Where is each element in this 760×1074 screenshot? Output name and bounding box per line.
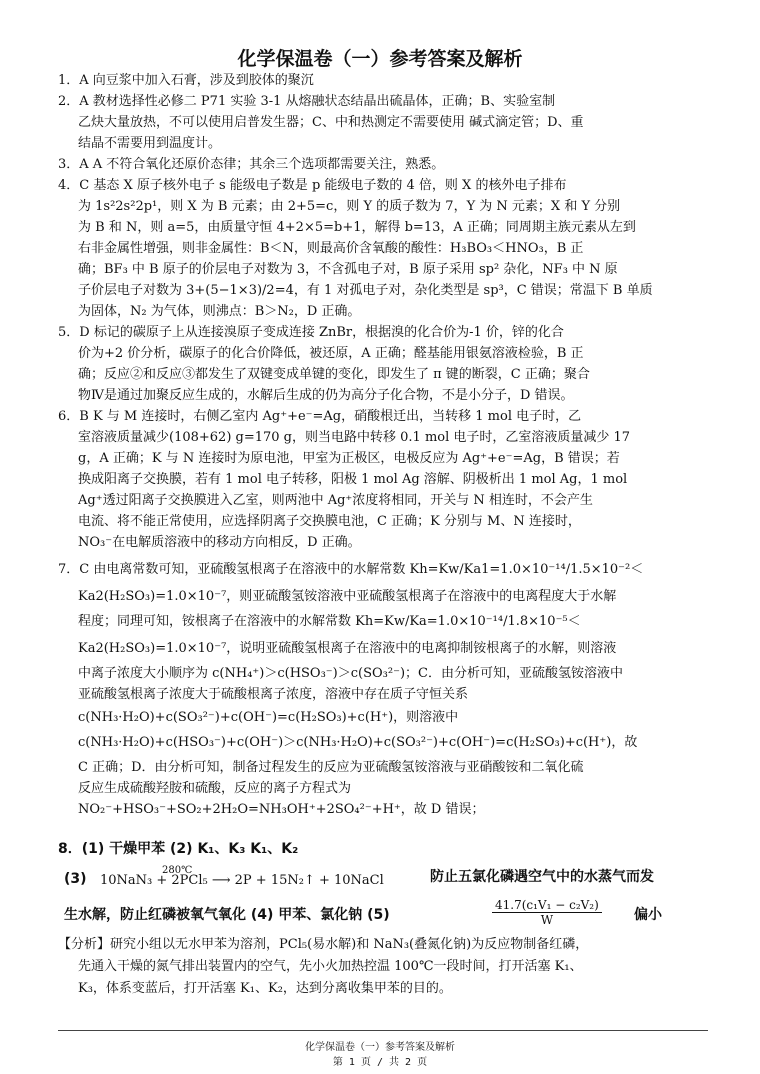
answer-line: 电流、将不能正常使用，应选择阴离子交换膜电池，C 正确；K 分别与 M、N 连接时， — [78, 514, 581, 529]
answer-line: 2．A 教材选择性必修二 P71 实验 3-1 从熔融状态结晶出硫晶体，正确；B、实验室制 — [58, 94, 556, 109]
analysis-line: K₃，体系变蓝后，打开活塞 K₁、K₂，达到分离收集甲苯的目的。 — [78, 981, 452, 996]
reaction-condition: 280℃ — [162, 865, 193, 876]
answer-line: 乙炔大量放热，不可以使用启普发生器；C、中和热测定不需要使用 碱式滴定管；D、重 — [78, 115, 584, 130]
answer-line: 子价层电子对数为 3+(5−1×3)/2=4，有 1 对孤电子对，杂化类型是 sp³，C 错误；常温下 B 单质 — [78, 283, 653, 298]
answer-line: 6．B K 与 M 连接时，右侧乙室内 Ag⁺+e⁻=Ag，硝酸根迁出，当转移 1 mol 电子时，乙 — [58, 409, 582, 424]
yield-fraction — [492, 898, 602, 927]
answer-line: NO₃⁻在电解质溶液中的移动方向相反，D 正确。 — [78, 535, 361, 550]
answer-line: NO₂⁻+HSO₃⁻+SO₂+2H₂O=NH₃OH⁺+2SO₄²⁻+H⁺，故 D 错误； — [78, 802, 485, 817]
footer-title: 化学保温卷（一）参考答案及解析 — [305, 1042, 455, 1053]
answer-line: 换成阳离子交换膜，若有 1 mol 电子转移，阳极 1 mol Ag 溶解、阴极析出 1 mol Ag，1 mol — [78, 472, 628, 487]
answer-line: 为 1s²2s²2p¹，则 X 为 B 元素；由 2+5=c，则 Y 的质子数为 7，Y 为 N 元素；X 和 Y 分别 — [78, 199, 621, 214]
q8-row3-text: 生水解，防止红磷被氧气氧化 (4) 甲苯、氯化钠 (5) — [64, 907, 390, 923]
answer-line: 物Ⅳ是通过加聚反应生成的，水解后生成的仍为高分子化合物，不是小分子，D 错误。 — [78, 388, 574, 403]
answer-line: Ka2(H₂SO₃)=1.0×10⁻⁷，说明亚硫酸氢根离子在溶液中的电离抑制铵根离子的水解，则溶液 — [78, 641, 617, 656]
answer-line: g，A 正确；K 与 N 连接时为原电池，甲室为正极区，电极反应为 Ag⁺+e⁻=Ag，B 错误；若 — [78, 451, 620, 466]
reaction-equation: 10NaN₃ + 2PCl₅ ⟶ 2P + 15N₂↑ + 10NaCl — [100, 873, 384, 888]
yield-denominator: W — [540, 913, 554, 927]
answer-line: 室溶液质量减少(108+62) g=170 g，则当电路中转移 0.1 mol 电子时，乙室溶液质量减少 17 — [78, 430, 631, 445]
answer-line: 7．C 由电离常数可知，亚硫酸氢根离子在溶液中的水解常数 Kh=Kw/Ka1=1.0×10⁻¹⁴/1.5×10⁻²＜ — [58, 562, 644, 577]
page-title: 化学保温卷（一）参考答案及解析 — [237, 48, 523, 70]
answer-line: 程度；同理可知，铵根离子在溶液中的水解常数 Kh=Kw/Ka=1.0×10⁻¹⁴/1.8×10⁻⁵＜ — [78, 614, 581, 629]
answer-line: C 正确；D．由分析可知，制备过程发生的反应为亚硫酸氢铵溶液与亚硝酸铵和二氧化硫 — [78, 760, 584, 775]
answer-line: 中离子浓度大小顺序为 c(NH₄⁺)＞c(HSO₃⁻)＞c(SO₃²⁻)；C．由分析可知，亚硫酸氢铵溶液中 — [78, 666, 623, 681]
analysis-line: 【分析】研究小组以无水甲苯为溶剂，PCl₅(易水解)和 NaN₃(叠氮化钠)为反应物制备红磷， — [58, 937, 589, 952]
answer-line: 5．D 标记的碳原子上从连接溴原子变成连接 ZnBr，根据溴的化合价为-1 价，锌的化合 — [58, 325, 564, 340]
analysis-line: 先通入干燥的氮气排出装置内的空气，先小火加热控温 100℃一段时间，打开活塞 K₁、 — [78, 959, 583, 974]
answer-line: Ag⁺透过阳离子交换膜进入乙室，则两池中 Ag⁺浓度将相同，开关与 N 相连时，不会产生 — [78, 493, 593, 508]
q8-row1: 8．(1) 干燥甲苯 (2) K₁、K₃ K₁、K₂ — [58, 841, 299, 857]
answer-line: 右非金属性增强，则非金属性：B＜N，则最高价含氧酸的酸性：H₃BO₃＜HNO₃，B 正 — [78, 241, 584, 256]
footer-divider — [58, 1030, 708, 1031]
answer-line: c(NH₃·H₂O)+c(SO₃²⁻)+c(OH⁻)=c(H₂SO₃)+c(H⁺)，则溶液中 — [78, 710, 459, 725]
answer-line: 反应生成硫酸羟胺和硫酸，反应的离子方程式为 — [78, 781, 352, 796]
yield-numerator: 41.7(c₁V₁ − c₂V₂) — [492, 898, 602, 913]
q8-part3-label: (3) — [64, 871, 87, 887]
answer-line: 价为+2 价分析，碳原子的化合价降低，被还原，A 正确；醛基能用银氨溶液检验，B 正 — [78, 346, 584, 361]
answer-line: Ka2(H₂SO₃)=1.0×10⁻⁷，则亚硫酸氢铵溶液中亚硫酸氢根离子在溶液中的电离程度大于水解 — [78, 589, 617, 604]
answer-line: 1．A 向豆浆中加入石膏，涉及到胶体的聚沉 — [58, 73, 314, 88]
footer-page-number: 第 1 页 / 共 2 页 — [332, 1057, 428, 1068]
answer-line: 为 B 和 N，则 a=5，由质量守恒 4+2×5=b+1，解得 b=13，A 正确；同周期主族元素从左到 — [78, 220, 636, 235]
q8-part3-text: 防止五氯化磷遇空气中的水蒸气而发 — [430, 869, 654, 885]
q8-row3-tail: 偏小 — [634, 907, 662, 923]
answer-line: 亚硫酸氢根离子浓度大于硫酸根离子浓度，溶液中存在质子守恒关系 — [78, 687, 469, 702]
answer-line: c(NH₃·H₂O)+c(HSO₃⁻)+c(OH⁻)＞c(NH₃·H₂O)+c(SO₃²⁻)+c(OH⁻)=c(H₂SO₃)+c(H⁺)，故 — [78, 735, 638, 750]
answer-line: 确；反应②和反应③都发生了双键变成单键的变化，即发生了 π 键的断裂，C 正确；聚合 — [78, 367, 590, 382]
answer-line: 确；BF₃ 中 B 原子的价层电子对数为 3，不含孤电子对，B 原子采用 sp² 杂化，NF₃ 中 N 原 — [78, 262, 618, 277]
answer-line: 3．A A 不符合氧化还原价态律；其余三个选项都需要关注，熟悉。 — [58, 157, 445, 172]
answer-line: 结晶不需要用到温度计。 — [78, 136, 222, 151]
answer-line: 为固体，N₂ 为气体，则沸点：B＞N₂，D 正确。 — [78, 304, 361, 319]
answer-line: 4．C 基态 X 原子核外电子 s 能级电子数是 p 能级电子数的 4 倍，则 X 的核外电子排布 — [58, 178, 567, 193]
